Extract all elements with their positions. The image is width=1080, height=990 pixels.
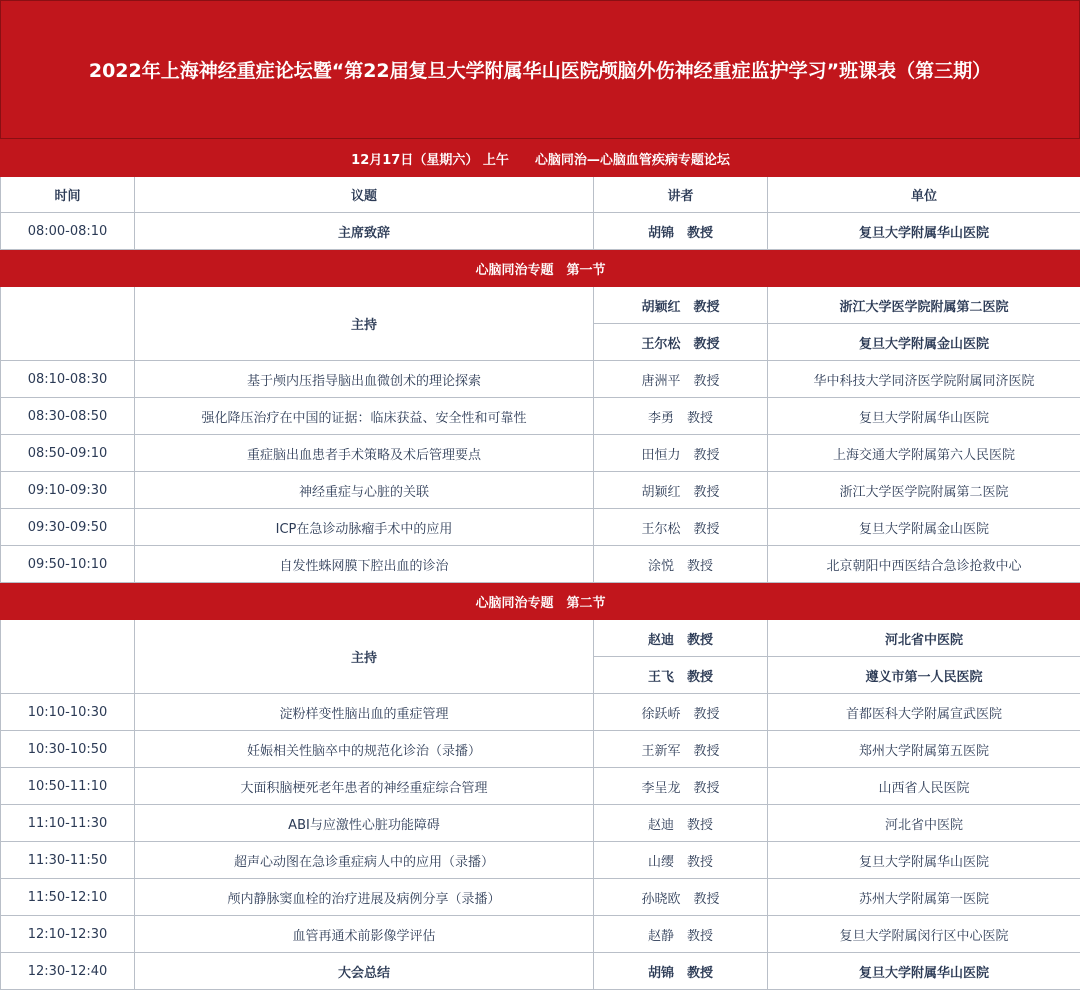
header-speaker: 讲者	[594, 177, 768, 213]
topic-cell: 强化降压治疗在中国的证据：临床获益、安全性和可靠性	[135, 398, 594, 435]
topic-cell: 重症脑出血患者手术策略及术后管理要点	[135, 435, 594, 472]
time-cell: 08:00-08:10	[1, 213, 135, 250]
schedule-table	[0, 139, 1080, 990]
section1-title: 心脑同治专题 第一节	[1, 250, 1080, 287]
speaker-cell: 赵迪 教授	[594, 805, 768, 842]
time-cell: 11:10-11:30	[1, 805, 135, 842]
table-row	[1, 842, 1080, 879]
topic-cell: 基于颅内压指导脑出血微创术的理论探索	[135, 361, 594, 398]
section2-banner-row	[1, 583, 1080, 620]
time-cell: 08:10-08:30	[1, 361, 135, 398]
day-banner: 12月17日（星期六） 上午 心脑同治—心脑血管疾病专题论坛	[1, 140, 1080, 177]
topic-cell: 超声心动图在急诊重症病人中的应用（录播）	[135, 842, 594, 879]
speaker-cell: 胡锦 教授	[594, 213, 768, 250]
table-row	[1, 472, 1080, 509]
unit-cell: 复旦大学附属华山医院	[768, 953, 1080, 990]
topic-cell: 主席致辞	[135, 213, 594, 250]
unit-cell: 复旦大学附属金山医院	[768, 509, 1080, 546]
topic-cell: 妊娠相关性脑卒中的规范化诊治（录播）	[135, 731, 594, 768]
table-row	[1, 398, 1080, 435]
unit-cell: 河北省中医院	[768, 805, 1080, 842]
time-cell: 12:30-12:40	[1, 953, 135, 990]
host-speaker: 王尔松 教授	[594, 324, 768, 361]
time-cell: 11:50-12:10	[1, 879, 135, 916]
host-unit: 浙江大学医学院附属第二医院	[768, 287, 1080, 324]
topic-cell: ABI与应激性心脏功能障碍	[135, 805, 594, 842]
section2-title: 心脑同治专题 第二节	[1, 583, 1080, 620]
time-cell: 11:30-11:50	[1, 842, 135, 879]
speaker-cell: 王尔松 教授	[594, 509, 768, 546]
speaker-cell: 李勇 教授	[594, 398, 768, 435]
time-cell: 09:50-10:10	[1, 546, 135, 583]
host-unit: 复旦大学附属金山医院	[768, 324, 1080, 361]
unit-cell: 上海交通大学附属第六人民医院	[768, 435, 1080, 472]
header-topic: 议题	[135, 177, 594, 213]
topic-cell: 神经重症与心脏的关联	[135, 472, 594, 509]
speaker-cell: 田恒力 教授	[594, 435, 768, 472]
table-row	[1, 805, 1080, 842]
time-cell: 10:30-10:50	[1, 731, 135, 768]
unit-cell: 浙江大学医学院附属第二医院	[768, 472, 1080, 509]
topic-cell: ICP在急诊动脉瘤手术中的应用	[135, 509, 594, 546]
day-banner-row	[1, 140, 1080, 177]
topic-cell: 血管再通术前影像学评估	[135, 916, 594, 953]
unit-cell: 复旦大学附属华山医院	[768, 398, 1080, 435]
time-cell: 08:50-09:10	[1, 435, 135, 472]
column-header-row	[1, 177, 1080, 213]
host-label: 主持	[135, 287, 594, 361]
header-unit: 单位	[768, 177, 1080, 213]
opening-row	[1, 213, 1080, 250]
topic-cell: 颅内静脉窦血栓的治疗进展及病例分享（录播）	[135, 879, 594, 916]
closing-row	[1, 953, 1080, 990]
unit-cell: 山西省人民医院	[768, 768, 1080, 805]
unit-cell: 苏州大学附属第一医院	[768, 879, 1080, 916]
speaker-cell: 涂悦 教授	[594, 546, 768, 583]
host-speaker: 王飞 教授	[594, 657, 768, 694]
host-unit: 河北省中医院	[768, 620, 1080, 657]
time-cell: 10:50-11:10	[1, 768, 135, 805]
unit-cell: 郑州大学附属第五医院	[768, 731, 1080, 768]
topic-cell: 大会总结	[135, 953, 594, 990]
time-cell: 10:10-10:30	[1, 694, 135, 731]
unit-cell: 复旦大学附属闵行区中心医院	[768, 916, 1080, 953]
speaker-cell: 赵静 教授	[594, 916, 768, 953]
time-cell: 12:10-12:30	[1, 916, 135, 953]
unit-cell: 复旦大学附属华山医院	[768, 842, 1080, 879]
section1-host-row	[1, 287, 1080, 324]
host-speaker: 赵迪 教授	[594, 620, 768, 657]
speaker-cell: 胡锦 教授	[594, 953, 768, 990]
speaker-cell: 山缨 教授	[594, 842, 768, 879]
host-time-cell	[1, 287, 135, 361]
table-row	[1, 768, 1080, 805]
host-speaker: 胡颖红 教授	[594, 287, 768, 324]
unit-cell: 北京朝阳中西医结合急诊抢救中心	[768, 546, 1080, 583]
topic-cell: 淀粉样变性脑出血的重症管理	[135, 694, 594, 731]
speaker-cell: 胡颖红 教授	[594, 472, 768, 509]
time-cell: 08:30-08:50	[1, 398, 135, 435]
speaker-cell: 唐洲平 教授	[594, 361, 768, 398]
speaker-cell: 李呈龙 教授	[594, 768, 768, 805]
topic-cell: 大面积脑梗死老年患者的神经重症综合管理	[135, 768, 594, 805]
table-row	[1, 879, 1080, 916]
page-title: 2022年上海神经重症论坛暨“第22届复旦大学附属华山医院颅脑外伤神经重症监护学习”班课表（第三期）	[0, 0, 1080, 139]
header-time: 时间	[1, 177, 135, 213]
speaker-cell: 王新军 教授	[594, 731, 768, 768]
table-row	[1, 509, 1080, 546]
table-row	[1, 694, 1080, 731]
time-cell: 09:10-09:30	[1, 472, 135, 509]
time-cell: 09:30-09:50	[1, 509, 135, 546]
topic-cell: 自发性蛛网膜下腔出血的诊治	[135, 546, 594, 583]
host-unit: 遵义市第一人民医院	[768, 657, 1080, 694]
speaker-cell: 徐跃峤 教授	[594, 694, 768, 731]
speaker-cell: 孙晓欧 教授	[594, 879, 768, 916]
table-row	[1, 361, 1080, 398]
host-time-cell	[1, 620, 135, 694]
unit-cell: 复旦大学附属华山医院	[768, 213, 1080, 250]
host-label: 主持	[135, 620, 594, 694]
table-row	[1, 916, 1080, 953]
section2-host-row	[1, 620, 1080, 657]
table-row	[1, 435, 1080, 472]
unit-cell: 首都医科大学附属宣武医院	[768, 694, 1080, 731]
section1-banner-row	[1, 250, 1080, 287]
table-row	[1, 731, 1080, 768]
table-row	[1, 546, 1080, 583]
unit-cell: 华中科技大学同济医学院附属同济医院	[768, 361, 1080, 398]
